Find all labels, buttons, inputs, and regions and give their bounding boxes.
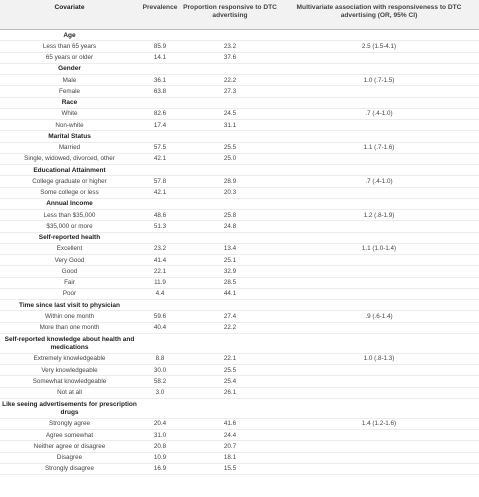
covariate-label: Somewhat knowledgeable xyxy=(32,377,107,385)
prevalence-value: 23.2 xyxy=(153,245,167,253)
covariate-label: Within one month xyxy=(44,312,94,320)
table-row xyxy=(0,109,479,120)
prevalence-value: 48.6 xyxy=(153,211,167,219)
proportion-value: 25.8 xyxy=(223,211,237,219)
table-row xyxy=(0,41,479,52)
section-label: Annual Income xyxy=(46,200,93,208)
prevalence-value: 10.9 xyxy=(153,454,167,462)
proportion-value: 22.2 xyxy=(223,76,237,84)
section-label: Educational Attainment xyxy=(33,166,106,174)
table-row xyxy=(0,120,479,131)
covariate-label: Male xyxy=(62,76,77,84)
table-row xyxy=(0,210,479,221)
covariate-label: Some college or less xyxy=(40,189,99,197)
covariate-label: Female xyxy=(59,87,80,95)
covariate-label: Non-white xyxy=(55,121,84,129)
odds-ratio-value: 1.1 (.7-1.6) xyxy=(363,144,395,152)
section-label: Time since last visit to physician xyxy=(18,301,121,309)
proportion-value: 22.2 xyxy=(223,324,237,332)
prevalence-value: 82.6 xyxy=(153,110,167,118)
prevalence-value: 31.0 xyxy=(153,431,167,439)
table-header xyxy=(0,0,479,30)
covariate-label: Less than 65 years xyxy=(42,42,97,50)
section-label: Like seeing advertisements for prescription drugs xyxy=(2,400,137,416)
prevalence-value: 85.9 xyxy=(153,42,167,50)
prevalence-value: 16.9 xyxy=(153,465,167,473)
covariate-label: Single, widowed, divorced, other xyxy=(24,155,115,163)
proportion-value: 18.1 xyxy=(223,454,237,462)
covariate-label: Strongly disagree xyxy=(44,465,94,473)
proportion-value: 27.4 xyxy=(223,312,237,320)
covariate-label: Agree somewhat xyxy=(45,431,94,439)
odds-ratio-value: 1.0 (.8-1.3) xyxy=(363,355,395,363)
proportion-value: 24.5 xyxy=(223,110,237,118)
prevalence-value: 58.2 xyxy=(153,377,167,385)
header-prevalence: Prevalence xyxy=(142,4,178,11)
section-header-row xyxy=(0,131,479,142)
header-multivariate: Multivariate association with responsiveness to DTC advertising (OR, 95% CI) xyxy=(296,4,462,19)
header-proportion: Proportion responsive to DTC advertising xyxy=(183,4,277,19)
covariate-label: Excellent xyxy=(56,245,83,253)
proportion-value: 25.0 xyxy=(223,155,237,163)
prevalence-value: 40.4 xyxy=(153,324,167,332)
proportion-value: 25.5 xyxy=(223,366,237,374)
table-row xyxy=(0,430,479,441)
table-row xyxy=(0,266,479,277)
table-row xyxy=(0,75,479,86)
table-row xyxy=(0,464,479,475)
table-row xyxy=(0,143,479,154)
header-covariate: Covariate xyxy=(54,4,85,11)
table-row xyxy=(0,289,479,300)
section-label: Self-reported knowledge about health and medications xyxy=(4,335,135,351)
table-row xyxy=(0,388,479,399)
proportion-value: 20.3 xyxy=(223,189,237,197)
covariate-label: College graduate or higher xyxy=(32,177,107,185)
covariate-label: Very Good xyxy=(54,256,85,264)
covariate-label: Fair xyxy=(64,279,75,287)
section-header-row xyxy=(0,98,479,109)
prevalence-value: 17.4 xyxy=(153,121,167,129)
proportion-value: 20.7 xyxy=(223,442,237,450)
prevalence-value: 11.9 xyxy=(154,279,166,287)
proportion-value: 24.8 xyxy=(223,222,237,230)
proportion-value: 25.5 xyxy=(223,144,237,152)
prevalence-value: 41.4 xyxy=(153,256,167,264)
prevalence-value: 8.8 xyxy=(155,355,165,363)
table-row xyxy=(0,176,479,187)
proportion-value: 26.1 xyxy=(223,389,237,397)
section-label: Race xyxy=(61,99,78,107)
covariate-label: Not at all xyxy=(57,389,82,397)
proportion-value: 25.1 xyxy=(223,256,237,264)
covariate-label: Strongly agree xyxy=(49,420,90,428)
proportion-value: 15.5 xyxy=(223,465,237,473)
covariate-label: Very knowledgeable xyxy=(41,366,98,374)
table-row xyxy=(0,365,479,376)
table-row xyxy=(0,221,479,232)
covariate-label: 65 years or older xyxy=(45,54,94,62)
prevalence-value: 30.0 xyxy=(153,366,167,374)
odds-ratio-value: 1.2 (.8-1.9) xyxy=(363,211,395,219)
section-header-row xyxy=(0,233,479,244)
table-row xyxy=(0,376,479,387)
section-label: Gender xyxy=(58,65,81,73)
covariate-label: Poor xyxy=(62,290,77,298)
proportion-value: 27.3 xyxy=(223,87,237,95)
table-row xyxy=(0,53,479,64)
proportion-value: 25.4 xyxy=(223,377,237,385)
odds-ratio-value: .7 (.4-1.0) xyxy=(365,110,393,118)
covariate-label: Married xyxy=(58,144,81,152)
prevalence-value: 36.1 xyxy=(153,76,167,84)
section-header-row xyxy=(0,334,479,354)
odds-ratio-value: 1.4 (1.2-1.6) xyxy=(361,420,397,428)
table-row xyxy=(0,244,479,255)
odds-ratio-value: .9 (.6-1.4) xyxy=(365,312,393,320)
prevalence-value: 59.6 xyxy=(153,312,167,320)
odds-ratio-value: .7 (.4-1.0) xyxy=(365,177,393,185)
prevalence-value: 14.1 xyxy=(153,54,167,62)
proportion-value: 23.2 xyxy=(223,42,237,50)
odds-ratio-value: 1.0 (.7-1.5) xyxy=(363,76,395,84)
prevalence-value: 57.8 xyxy=(153,177,167,185)
proportion-value: 37.6 xyxy=(223,54,237,62)
covariate-label: More than one month xyxy=(39,324,100,332)
covariate-label: Neither agree or disagree xyxy=(33,442,106,450)
proportion-value: 41.6 xyxy=(223,420,237,428)
prevalence-value: 51.3 xyxy=(153,222,167,230)
proportion-value: 44.1 xyxy=(223,290,237,298)
prevalence-value: 22.1 xyxy=(153,267,167,275)
prevalence-value: 63.8 xyxy=(153,87,167,95)
section-label: Age xyxy=(63,31,76,39)
covariate-label: Good xyxy=(61,267,78,275)
proportion-value: 22.1 xyxy=(223,355,237,363)
odds-ratio-value: 2.5 (1.5-4.1) xyxy=(361,42,397,50)
section-header-row xyxy=(0,399,479,419)
covariate-label: White xyxy=(61,110,78,118)
odds-ratio-value: 1.1 (1.0-1.4) xyxy=(361,245,397,253)
table-row xyxy=(0,419,479,430)
section-label: Self-reported health xyxy=(38,234,101,242)
table-row xyxy=(0,255,479,266)
section-header-row xyxy=(0,165,479,176)
table-row xyxy=(0,311,479,322)
proportion-value: 31.1 xyxy=(223,121,237,129)
section-header-row xyxy=(0,64,479,75)
table-row xyxy=(0,154,479,165)
prevalence-value: 20.4 xyxy=(153,420,167,428)
section-header-row xyxy=(0,30,479,41)
proportion-value: 13.4 xyxy=(223,245,237,253)
table-row xyxy=(0,453,479,464)
proportion-value: 28.9 xyxy=(223,177,237,185)
covariate-label: Extremely knowledgeable xyxy=(33,355,106,363)
proportion-value: 28.5 xyxy=(223,279,237,287)
table-row xyxy=(0,354,479,365)
prevalence-value: 42.1 xyxy=(153,155,167,163)
section-label: Marital Status xyxy=(48,132,91,140)
prevalence-value: 4.4 xyxy=(155,290,165,298)
prevalence-value: 20.8 xyxy=(153,442,167,450)
table-body xyxy=(0,30,479,475)
table-row xyxy=(0,188,479,199)
prevalence-value: 3.0 xyxy=(155,389,165,397)
prevalence-value: 42.1 xyxy=(153,189,167,197)
table-row xyxy=(0,441,479,452)
table-row xyxy=(0,278,479,289)
prevalence-value: 57.5 xyxy=(153,144,167,152)
proportion-value: 24.4 xyxy=(223,431,237,439)
section-header-row xyxy=(0,300,479,311)
section-header-row xyxy=(0,199,479,210)
covariate-label: $35,000 or more xyxy=(46,222,93,230)
covariate-label: Disagree xyxy=(56,454,83,462)
covariate-label: Less than $35,000 xyxy=(43,211,96,219)
proportion-value: 32.9 xyxy=(223,267,237,275)
table-row xyxy=(0,323,479,334)
table-row xyxy=(0,86,479,97)
